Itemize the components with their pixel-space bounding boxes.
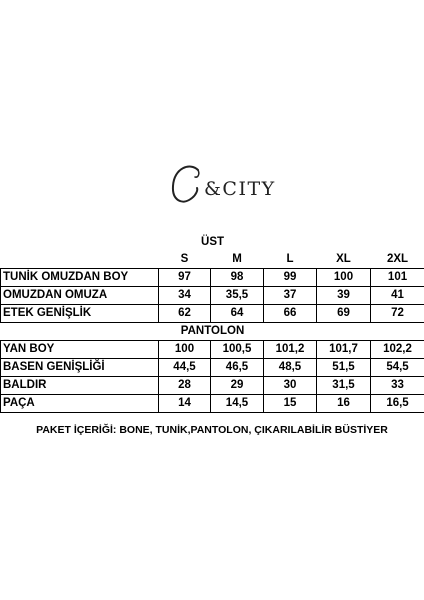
measurement-value: 15 [264, 395, 317, 413]
package-contents-note: PAKET İÇERİĞİ: BONE, TUNİK,PANTOLON, ÇIKARILABİLİR BÜSTİYER [36, 424, 388, 436]
measurement-value: 14 [159, 395, 211, 413]
measurement-value: 46,5 [211, 359, 264, 377]
size-label: 2XL [386, 253, 409, 265]
brand-logo [0, 162, 424, 210]
brand-name: &CITY [204, 178, 276, 200]
measurement-row [1, 395, 424, 413]
measurement-row [1, 341, 424, 359]
measurement-value: 101 [371, 269, 424, 287]
measurement-value: 100 [317, 269, 371, 287]
measurement-value: 62 [159, 305, 211, 323]
measurement-row [1, 359, 424, 377]
measurement-value: 35,5 [211, 287, 264, 305]
brand-c-mark [168, 162, 208, 210]
measurement-value: 44,5 [159, 359, 211, 377]
measurement-value: 66 [264, 305, 317, 323]
measurement-value: 72 [371, 305, 424, 323]
section-title-bottom: PANTOLON [180, 325, 245, 337]
measurement-label: ETEK GENİŞLİK [1, 305, 159, 323]
measurement-value: 28 [159, 377, 211, 395]
measurement-value: 16,5 [371, 395, 424, 413]
measurement-value: 34 [159, 287, 211, 305]
measurement-label: BALDIR [1, 377, 159, 395]
measurement-value: 14,5 [211, 395, 264, 413]
size-label: S [180, 253, 189, 265]
measurement-value: 48,5 [264, 359, 317, 377]
measurement-value: 54,5 [371, 359, 424, 377]
size-label: M [232, 253, 242, 265]
measurement-value: 102,2 [371, 341, 424, 359]
measurement-value: 37 [264, 287, 317, 305]
measurement-row [1, 377, 424, 395]
measurement-value: 101,2 [264, 341, 317, 359]
measurement-value: 16 [317, 395, 371, 413]
section-header-bottom [1, 323, 424, 341]
measurement-label: OMUZDAN OMUZA [1, 287, 159, 305]
size-chart-table [0, 234, 424, 413]
measurement-value: 97 [159, 269, 211, 287]
measurement-value: 30 [264, 377, 317, 395]
measurement-row [1, 305, 424, 323]
measurement-value: 99 [264, 269, 317, 287]
measurement-row [1, 287, 424, 305]
size-label: XL [336, 253, 351, 265]
section-title-top: ÜST [201, 236, 225, 248]
measurement-label: TUNİK OMUZDAN BOY [1, 269, 159, 287]
measurement-value: 31,5 [317, 377, 371, 395]
measurement-value: 29 [211, 377, 264, 395]
size-header-row [1, 251, 424, 269]
measurement-value: 51,5 [317, 359, 371, 377]
size-header-spacer [1, 251, 159, 269]
measurement-value: 33 [371, 377, 424, 395]
size-label: L [286, 253, 294, 265]
measurement-value: 101,7 [317, 341, 371, 359]
measurement-label: BASEN GENİŞLİĞİ [1, 359, 159, 377]
measurement-value: 41 [371, 287, 424, 305]
section-header-top [1, 234, 424, 251]
measurement-value: 64 [211, 305, 264, 323]
measurement-value: 39 [317, 287, 371, 305]
measurement-label: PAÇA [1, 395, 159, 413]
measurement-value: 100,5 [211, 341, 264, 359]
measurement-label: YAN BOY [1, 341, 159, 359]
measurement-value: 69 [317, 305, 371, 323]
measurement-value: 98 [211, 269, 264, 287]
measurement-value: 100 [159, 341, 211, 359]
measurement-row [1, 269, 424, 287]
